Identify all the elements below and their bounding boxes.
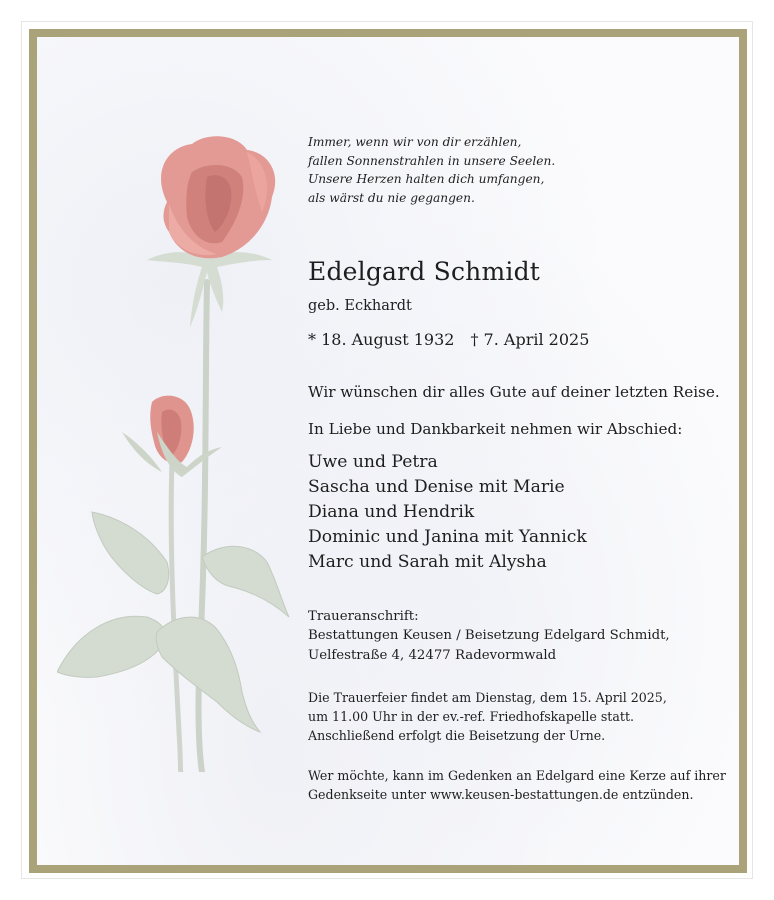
ceremony-line: um 11.00 Uhr in der ev.-ref. Friedhofskapelle statt. bbox=[308, 709, 635, 725]
ceremony-line: Die Trauerfeier findet am Dienstag, dem 15. April 2025, bbox=[308, 690, 667, 706]
poem-line: fallen Sonnenstrahlen in unsere Seelen. bbox=[308, 153, 556, 168]
mourning-address bbox=[308, 607, 718, 666]
farewell-text: In Liebe und Dankbarkeit nehmen wir Abschied: bbox=[308, 419, 683, 438]
rose-stem-bud bbox=[171, 462, 181, 772]
mourner-item: Diana und Hendrik bbox=[308, 501, 475, 522]
poem-line: als wärst du nie gegangen. bbox=[308, 191, 475, 206]
life-dates bbox=[308, 330, 718, 350]
poem-line: Unsere Herzen halten dich umfangen, bbox=[308, 172, 545, 187]
death-date: † 7. April 2025 bbox=[470, 329, 590, 349]
rose-illustration-icon bbox=[57, 132, 307, 772]
obituary-card bbox=[37, 37, 739, 865]
mourner-item: Dominic und Janina mit Yannick bbox=[308, 526, 587, 547]
poem-line: Immer, wenn wir von dir erzählen, bbox=[308, 135, 522, 149]
mourner-item: Uwe und Petra bbox=[308, 451, 438, 472]
poem bbox=[308, 133, 718, 208]
memorial-info bbox=[308, 766, 726, 804]
mourners-list bbox=[308, 450, 718, 575]
ceremony-info bbox=[308, 688, 718, 745]
deceased-name: Edelgard Schmidt bbox=[308, 256, 541, 286]
birth-date: * 18. August 1932 bbox=[308, 329, 455, 349]
address-line: Uelfestraße 4, 42477 Radevormwald bbox=[308, 647, 557, 663]
memorial-line: Gedenkseite unter www.keusen-bestattungen.de entzünden. bbox=[308, 787, 694, 803]
rose-bloom bbox=[161, 136, 275, 258]
frame-border bbox=[29, 29, 747, 873]
obituary-text bbox=[308, 133, 726, 804]
memorial-line: Wer möchte, kann im Gedenken an Edelgard eine Kerze auf ihrer bbox=[308, 768, 726, 784]
address-label: Traueranschrift: bbox=[308, 608, 419, 624]
mourner-item: Sascha und Denise mit Marie bbox=[308, 476, 565, 497]
wish-text: Wir wünschen dir alles Gute auf deiner letzten Reise. bbox=[308, 382, 720, 401]
rose-stem-main bbox=[199, 282, 207, 772]
mourner-item: Marc und Sarah mit Alysha bbox=[308, 551, 547, 572]
address-line: Bestattungen Keusen / Beisetzung Edelgard Schmidt, bbox=[308, 628, 670, 644]
ceremony-line: Anschließend erfolgt die Beisetzung der Urne. bbox=[308, 728, 606, 744]
birth-name: geb. Eckhardt bbox=[308, 297, 412, 314]
